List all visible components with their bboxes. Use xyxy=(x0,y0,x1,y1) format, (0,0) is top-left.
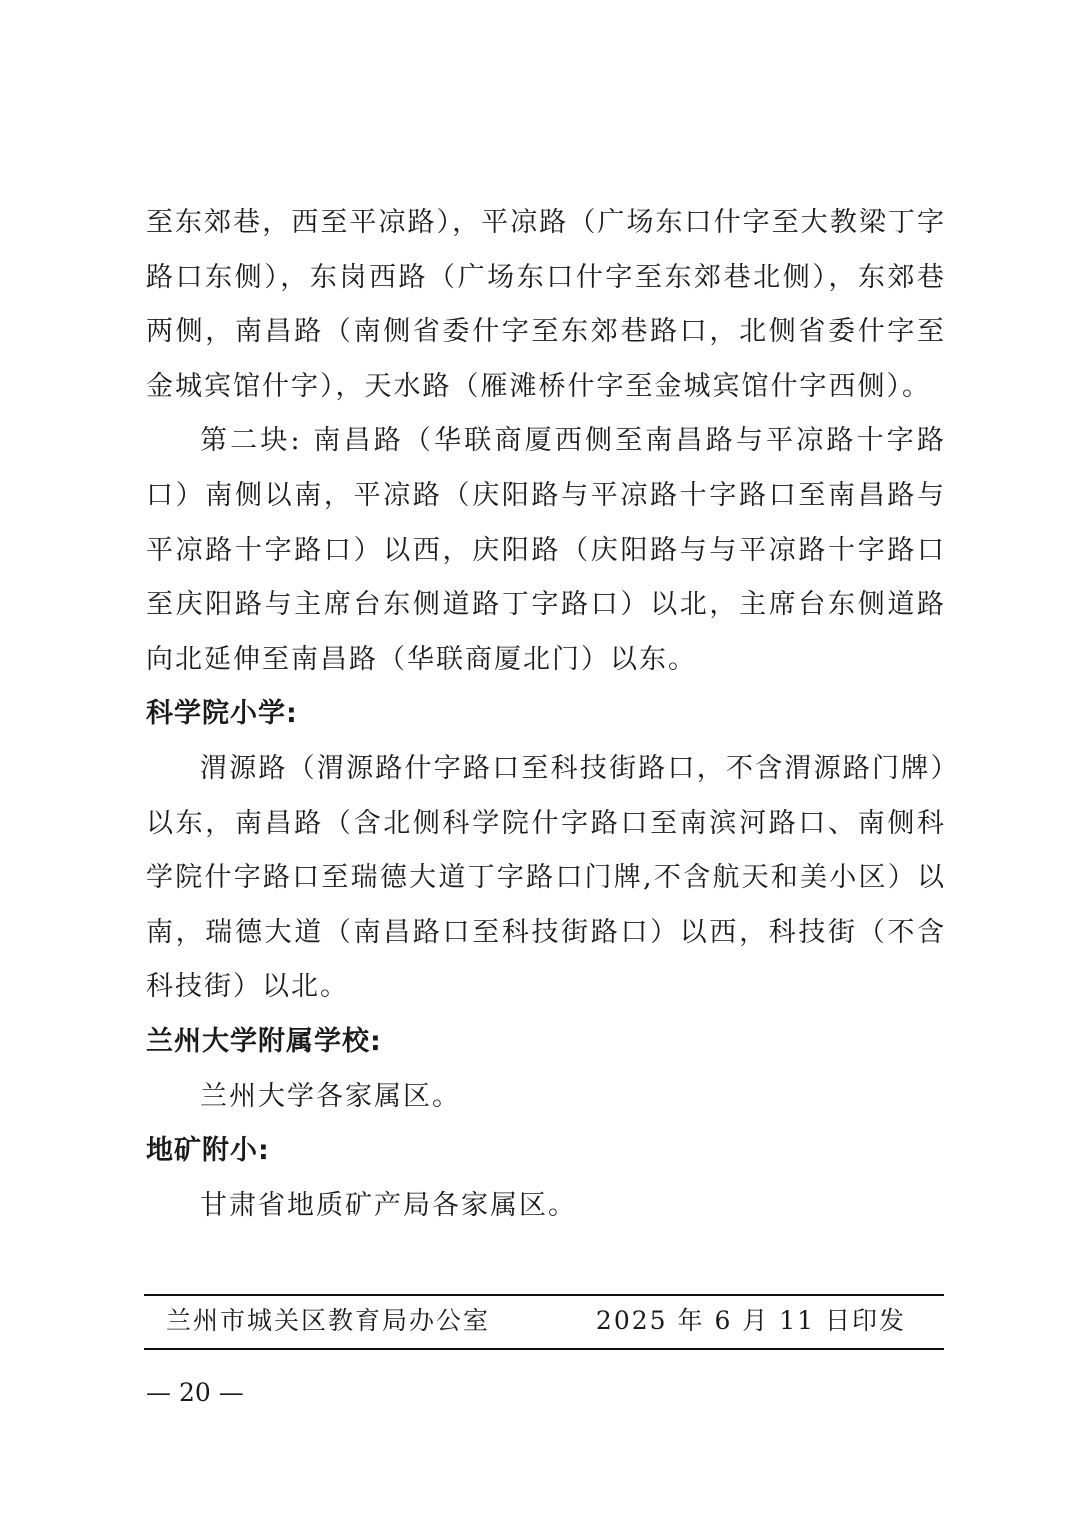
heading-dikuang-primary: 地矿附小: xyxy=(146,1135,270,1167)
document-body xyxy=(146,196,946,1233)
footer-issue-date: 2025 年 6 月 11 日印发 xyxy=(595,1306,906,1335)
paragraph-lanzhou-university-school: 兰州大学各家属区。 xyxy=(200,1080,461,1112)
heading-kexueyuan-primary: 科学院小学: xyxy=(146,698,298,730)
heading-lanzhou-university-school: 兰州大学附属学校: xyxy=(146,1025,382,1057)
footer-top-rule xyxy=(144,1294,944,1296)
page-number: — 20 — xyxy=(146,1378,244,1407)
paragraph-kexueyuan-primary: 渭源路（渭源路什字路口至科技街路口，不含渭源路门牌）以东，南昌路（含北侧科学院什字路口至南滨河路口、南侧科学院什字路口至瑞德大道丁字路口门牌,不含航天和美小区）以南，瑞德大道（南昌路口至科技街路口）以西，科技街（不含科技街）以北。 xyxy=(146,752,946,1003)
paragraph-block-one-continued: 至东郊巷，西至平凉路），平凉路（广场东口什字至大教梁丁字路口东侧），东岗西路（广场东口什字至东郊巷北侧），东郊巷两侧，南昌路（南侧省委什字至东郊巷路口，北侧省委什字至金城宾馆什字），天水路（雁滩桥什字至金城宾馆什字西侧）。 xyxy=(146,207,946,402)
paragraph-dikuang-primary: 甘肃省地质矿产局各家属区。 xyxy=(200,1189,577,1221)
footer-issuer: 兰州市城关区教育局办公室 xyxy=(166,1306,491,1335)
paragraph-block-two: 第二块: 南昌路（华联商厦西侧至南昌路与平凉路十字路口）南侧以南，平凉路（庆阳路与平凉路十字路口至南昌路与平凉路十字路口）以西，庆阳路（庆阳路与与平凉路十字路口至庆阳路与主席台东侧道路丁字路口）以北，主席台东侧道路向北延伸至南昌路（华联商厦北门）以东。 xyxy=(146,425,946,675)
footer-bottom-rule xyxy=(144,1348,944,1350)
